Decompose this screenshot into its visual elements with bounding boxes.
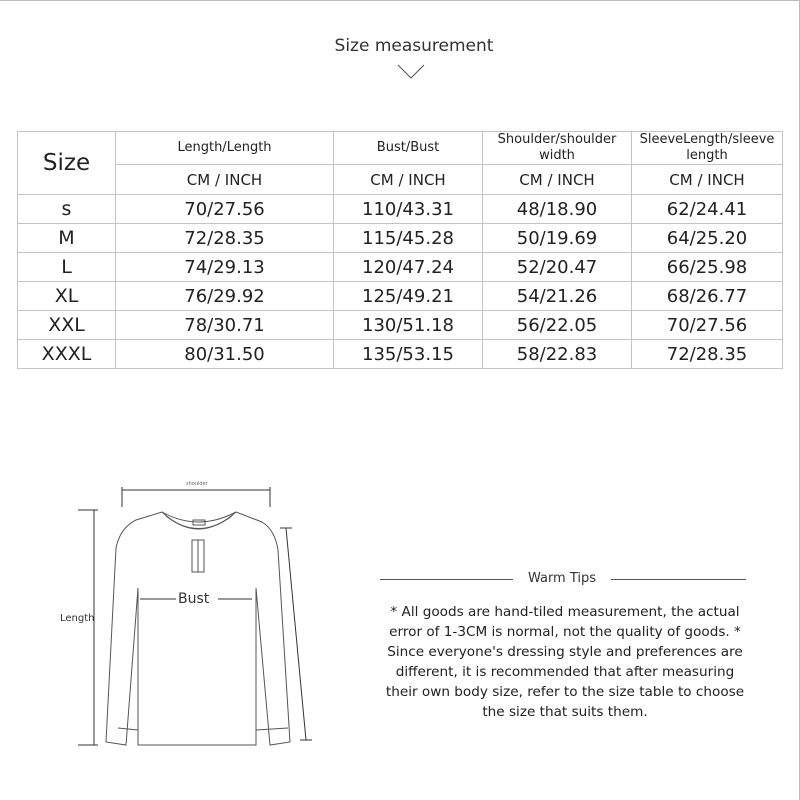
sleeve-cell: 64/25.20 — [632, 224, 783, 253]
chevron-down-icon — [397, 62, 425, 80]
table-row — [18, 340, 783, 369]
bust-column-header: Bust/Bust — [334, 132, 483, 165]
shoulder-cell: 54/21.26 — [483, 282, 632, 311]
shoulder-cell: 52/20.47 — [483, 253, 632, 282]
sleeve-column-header: SleeveLength/sleeve length — [632, 132, 783, 165]
shirt-diagram — [55, 470, 345, 760]
bust-label: Bust — [178, 591, 210, 607]
shoulder-unit: CM / INCH — [483, 165, 632, 195]
size-cell: L — [18, 253, 116, 282]
shoulder-label: shoulder — [186, 481, 208, 487]
top-border — [0, 0, 800, 1]
bust-cell: 135/53.15 — [334, 340, 483, 369]
warm-tips-heading: Warm Tips — [527, 571, 597, 586]
bust-cell: 120/47.24 — [334, 253, 483, 282]
divider — [380, 579, 513, 580]
sleeve-cell: 68/26.77 — [632, 282, 783, 311]
shoulder-cell: 50/19.69 — [483, 224, 632, 253]
table-row — [18, 311, 783, 340]
bust-cell: 115/45.28 — [334, 224, 483, 253]
length-measure-line — [78, 510, 98, 745]
size-cell: XXXL — [18, 340, 116, 369]
size-table — [17, 131, 783, 369]
length-label: Length — [60, 613, 95, 624]
length-cell: 74/29.13 — [116, 253, 334, 282]
length-unit: CM / INCH — [116, 165, 334, 195]
table-row — [18, 253, 783, 282]
sleeve-cell: 66/25.98 — [632, 253, 783, 282]
bust-unit: CM / INCH — [334, 165, 483, 195]
page-title: Size measurement — [334, 36, 494, 56]
size-cell: s — [18, 195, 116, 224]
bust-cell: 125/49.21 — [334, 282, 483, 311]
table-header-row — [18, 132, 783, 165]
table-unit-row — [18, 165, 783, 195]
table-row — [18, 282, 783, 311]
length-cell: 72/28.35 — [116, 224, 334, 253]
size-cell: XXL — [18, 311, 116, 340]
shoulder-column-header: Shoulder/shoulder width — [483, 132, 632, 165]
bust-cell: 110/43.31 — [334, 195, 483, 224]
bust-cell: 130/51.18 — [334, 311, 483, 340]
size-cell: M — [18, 224, 116, 253]
table-row — [18, 224, 783, 253]
size-column-header: Size — [18, 132, 116, 195]
length-column-header: Length/Length — [116, 132, 334, 165]
length-cell: 78/30.71 — [116, 311, 334, 340]
sleeve-cell: 62/24.41 — [632, 195, 783, 224]
sleeve-cell: 72/28.35 — [632, 340, 783, 369]
divider — [611, 579, 746, 580]
shoulder-cell: 48/18.90 — [483, 195, 632, 224]
warm-tips-text: * All goods are hand-tiled measurement, the actual error of 1-3CM is normal, not the quality of goods. * Since everyone's dressing style and preferences are different, it is recommended that after measuring their own body size, refer to the size table to choose the size that suits them. — [385, 604, 745, 720]
shoulder-cell: 56/22.05 — [483, 311, 632, 340]
sleeve-unit: CM / INCH — [632, 165, 783, 195]
table-row — [18, 195, 783, 224]
shoulder-measure-line — [122, 487, 270, 507]
size-cell: XL — [18, 282, 116, 311]
length-cell: 80/31.50 — [116, 340, 334, 369]
sleeve-cell: 70/27.56 — [632, 311, 783, 340]
shirt-outline — [106, 512, 290, 745]
length-cell: 76/29.92 — [116, 282, 334, 311]
length-cell: 70/27.56 — [116, 195, 334, 224]
shoulder-cell: 58/22.83 — [483, 340, 632, 369]
